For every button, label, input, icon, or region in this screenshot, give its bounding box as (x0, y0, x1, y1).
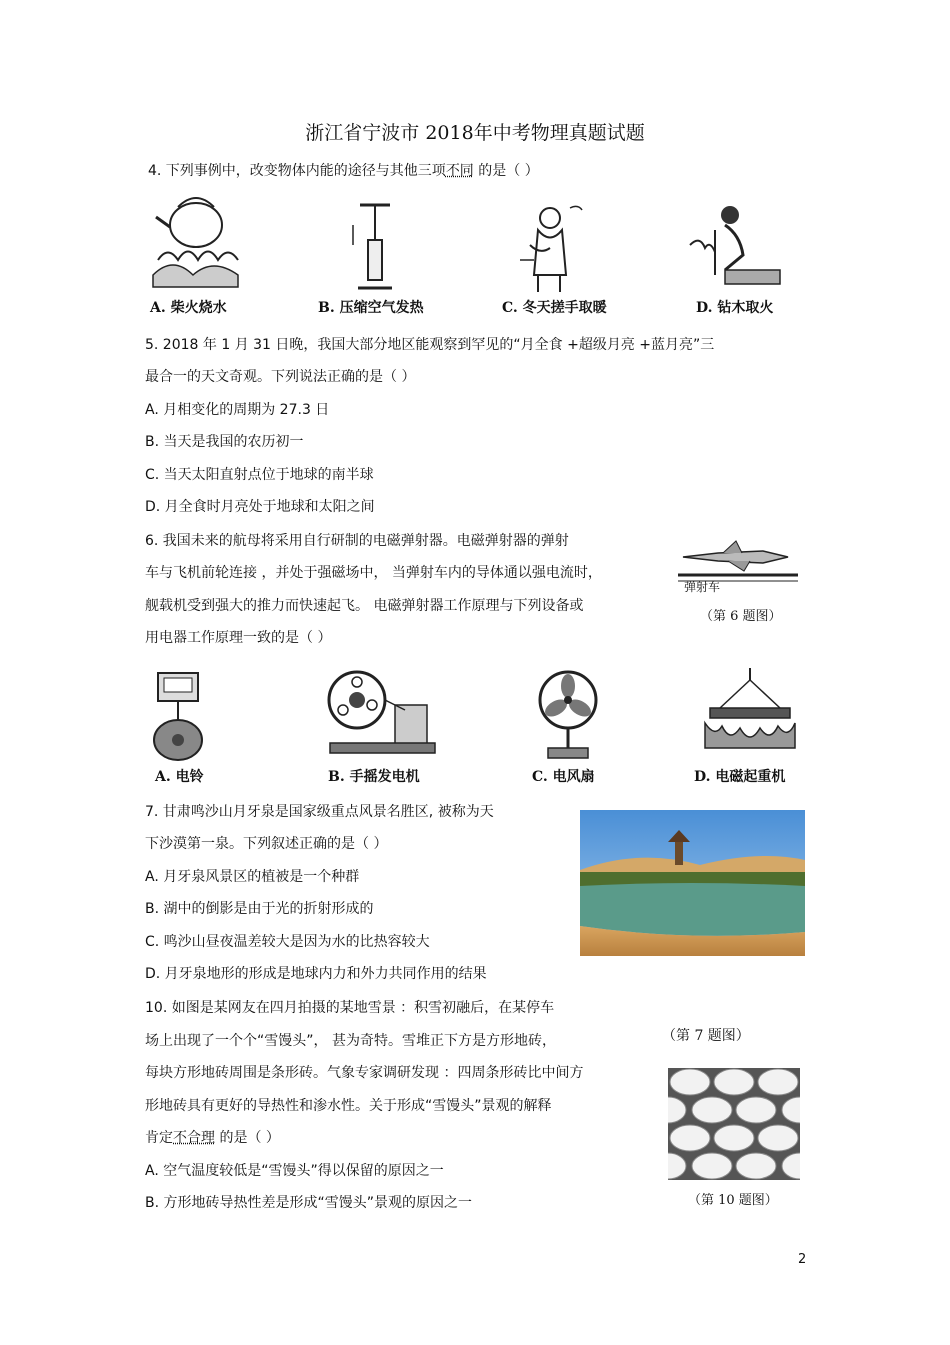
q10-line4: 形地砖具有更好的导热性和渗水性。关于形成“雪馒头”景观的解释 (145, 1098, 552, 1114)
rubbing-hands-figure (510, 200, 590, 295)
q10-line1: 10. 如图是某网友在四月拍摄的某地雪景 ：积雪初融后，在某停车 (145, 1000, 555, 1016)
air-pump-figure (350, 200, 400, 295)
snow-mounds-photo (668, 1068, 800, 1180)
page-number: 2 (798, 1252, 807, 1267)
q6-option-c-caption: C. 电风扇 (532, 769, 595, 785)
q4-option-c-caption: C. 冬天搓手取暖 (502, 300, 607, 316)
q5-option-b: B. 当天是我国的农历初一 (145, 434, 304, 450)
q7-option-c: C. 鸣沙山昼夜温差较大是因为水的比热容较大 (145, 934, 430, 950)
q10-option-a: A. 空气温度较低是“雪馒头”得以保留的原因之一 (145, 1163, 444, 1179)
catapult-label: 弹射车 (684, 580, 721, 594)
q7-option-a: A. 月牙泉风景区的植被是一个种群 (145, 869, 360, 885)
q5-line2: 最合一的天文奇观。下列说法正确的是（ ） (145, 369, 416, 385)
q7-figure-caption: （第 7 题图） (662, 1028, 750, 1044)
q6-option-a-caption: A. 电铃 (155, 769, 204, 785)
q7-line2: 下沙漠第一泉。下列叙述正确的是（ ） (145, 836, 388, 852)
q6-figure-caption: （第 6 题图） (700, 609, 782, 624)
page-title: 浙江省宁波市 2018年中考物理真题试题 (305, 122, 645, 144)
q5-option-c: C. 当天太阳直射点位于地球的南半球 (145, 467, 374, 483)
q5-option-d: D. 月全食时月亮处于地球和太阳之间 (145, 499, 375, 515)
q5-line1: 5. 2018 年 1 月 31 日晚，我国大部分地区能观察到罕见的“月全食 +超级月亮 +蓝月亮”三 (145, 337, 715, 353)
q10-line5: 肯定不合理 的是（ ） (145, 1130, 280, 1146)
crescent-lake-photo (580, 810, 805, 956)
q4-option-d-caption: D. 钻木取火 (696, 300, 774, 316)
q7-line1: 7. 甘肃鸣沙山月牙泉是国家级重点风景名胜区, 被称为天 (145, 804, 494, 820)
electric-fan-figure (530, 668, 610, 763)
q6-line1: 6. 我国未来的航母将采用自行研制的电磁弹射器。电磁弹射器的弹射 (145, 533, 569, 549)
q6-option-d-caption: D. 电磁起重机 (694, 769, 786, 785)
q7-option-b: B. 湖中的倒影是由于光的折射形成的 (145, 901, 374, 917)
q10-figure-caption: （第 10 题图） (688, 1193, 778, 1208)
electric-bell-figure (148, 668, 228, 763)
q7-option-d: D. 月牙泉地形的形成是地球内力和外力共同作用的结果 (145, 966, 487, 982)
electromagnetic-crane-figure (700, 668, 800, 763)
kettle-fire-figure (148, 195, 248, 290)
emphasis-text: 不合理 (173, 1130, 215, 1146)
q6-line2: 车与飞机前轮连接 ，并处于强磁场中， 当弹射车内的导体通以强电流时， (145, 565, 602, 581)
q4-option-a-caption: A. 柴火烧水 (150, 300, 227, 316)
q10-line3: 每块方形地砖周围是条形砖。气象专家调研发现 ：四周条形砖比中间方 (145, 1065, 584, 1081)
q4-option-b-caption: B. 压缩空气发热 (318, 300, 424, 316)
q10-option-b: B. 方形地砖导热性差是形成“雪馒头”景观的原因之一 (145, 1195, 473, 1211)
q6-line3: 舰载机受到强大的推力而快速起飞。 电磁弹射器工作原理与下列设备或 (145, 598, 584, 614)
drilling-wood-figure (685, 200, 785, 295)
q6-option-b-caption: B. 手摇发电机 (328, 769, 420, 785)
q4-stem: 4. 下列事例中，改变物体内能的途径与其他三项不同 的是（ ） (148, 163, 539, 179)
q10-line2: 场上出现了一个个“雪馒头”， 甚为奇特。雪堆正下方是方形地砖， (145, 1033, 556, 1049)
hand-generator-figure (325, 665, 440, 760)
q5-option-a: A. 月相变化的周期为 27.3 日 (145, 402, 330, 418)
emphasis-text: 不同 (445, 163, 474, 179)
q6-line4: 用电器工作原理一致的是（ ） (145, 630, 332, 646)
